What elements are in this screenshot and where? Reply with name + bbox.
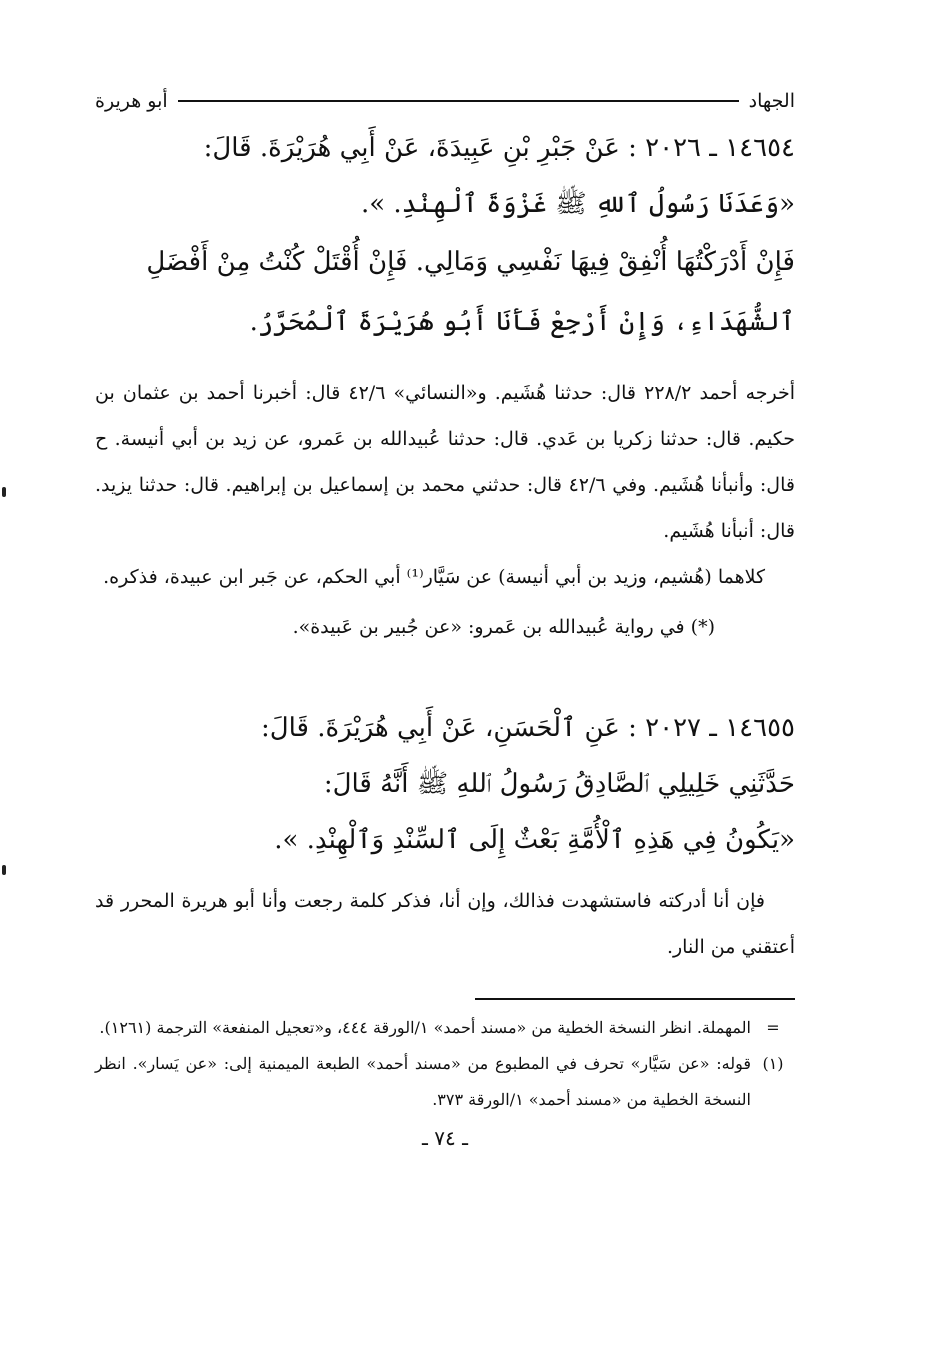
book-page <box>95 90 795 1150</box>
footnote-text: المهملة. انظر النسخة الخطية من «مسند أحمد» ١/الورقة ٤٤٤، و«تعجيل المنفعة» الترجمة (١٢٦١). <box>99 1018 751 1037</box>
hadith-text-line: فَإِنْ أَدْرَكْتُهَا أُنْفِقْ فِيهَا نَفْسِي وَمَالِي. فَإِنْ أُقْتَلْ كُنْتُ مِنْ أَفْضَلِ <box>146 247 795 277</box>
footnote-mark: (١) <box>762 1054 784 1073</box>
page-number: ـ ٧٤ ـ <box>422 1126 468 1150</box>
footnote-mark: = <box>766 1018 780 1037</box>
footnote-rule <box>475 998 795 1000</box>
running-header <box>95 90 795 112</box>
header-section-title: أبو هريرة <box>95 90 168 112</box>
header-chapter-title: الجهاد <box>748 90 795 112</box>
hadith-text-line: حَدَّثَنِي خَلِيلِي ٱلصَّادِقُ رَسُولُ ٱللهِ ﷺ أَنَّهُ قَالَ: <box>323 769 795 799</box>
hadith-number-line: ١٤٦٥٥ ـ ٢٠٢٧ : عَنِ ٱلْحَسَنِ، عَنْ أَبِي هُرَيْرَةَ. قَالَ: <box>260 713 795 743</box>
section-gap <box>95 650 795 700</box>
footnotes <box>95 1010 795 1118</box>
hadith-quote: «وَعَدَنَا رَسُولُ ٱللهِ ﷺ غَزْوَةَ ٱلْهِنْدِ. ». <box>360 189 795 219</box>
footnote-continued <box>95 1010 795 1046</box>
hadith-14655 <box>95 700 795 970</box>
scan-edge-mark <box>2 865 6 875</box>
footnote-text: قوله: «عن سَيَّار» تحرف في المطبوع من «مسند أحمد» الطبعة الميمنية إلى: «عن يَسار». انظر النسخة الخطية من «مسند أحمد» ١/الورقة ٣٧٣. <box>95 1054 751 1109</box>
header-rule <box>178 100 739 102</box>
footnote-1 <box>95 1046 795 1118</box>
hadith-14654 <box>95 120 795 352</box>
hadith-text-line: ٱلشُّهَدَاءِ، وَإِنْ أَرْجِعْ فَأَنَا أَبُو هُرَيْرَةَ ٱلْمُحَرَّرُ. <box>249 307 795 337</box>
hadith-tail-paragraph: فإن أنا أدركته فاستشهدت فذالك، وإن أنا، فذكر كلمة رجعت وأنا أبو هريرة المحرر قد أعتقني من النار. <box>95 890 795 958</box>
hadith-quote: «يَكُونُ فِي هَذِهِ ٱلْأُمَّةِ بَعْثٌ إِلَى ٱلسِّنْدِ وَٱلْهِنْدِ. ». <box>274 825 795 855</box>
takhrij-paragraph: أخرجه أحمد ٢٢٨/٢ قال: حدثنا هُشَيم. و«النسائي» ٤٢/٦ قال: أخبرنا أحمد بن عثمان بن حكيم. قال: حدثنا زكريا بن عَدي. قال: حدثنا عُبيدالله بن عَمرو، عن زيد بن أبي أنيسة. ح قال: وأنبأنا هُشَيم. وفي ٤٢/٦ قال: حدثني محمد بن إسماعيل بن إبراهيم. قال: حدثنا يزيد. قال: أنبأنا هُشَيم. <box>95 382 796 542</box>
hadith-number-line: ١٤٦٥٤ ـ ٢٠٢٦ : عَنْ جَبْرِ بْنِ عَبِيدَةَ، عَنْ أَبِي هُرَيْرَةَ. قَالَ: <box>203 133 795 163</box>
chain-summary-paragraph: كلاهما (هُشيم، وزيد بن أبي أنيسة) عن سَيَّار⁽¹⁾ أبي الحكم، عن جَبر ابن عبيدة، فذكره. <box>103 566 765 588</box>
scan-edge-mark <box>2 487 6 497</box>
narration-variant-note: (*) في رواية عُبيدالله بن عَمرو: «عن جُبير بن عَبيدة». <box>292 616 715 638</box>
